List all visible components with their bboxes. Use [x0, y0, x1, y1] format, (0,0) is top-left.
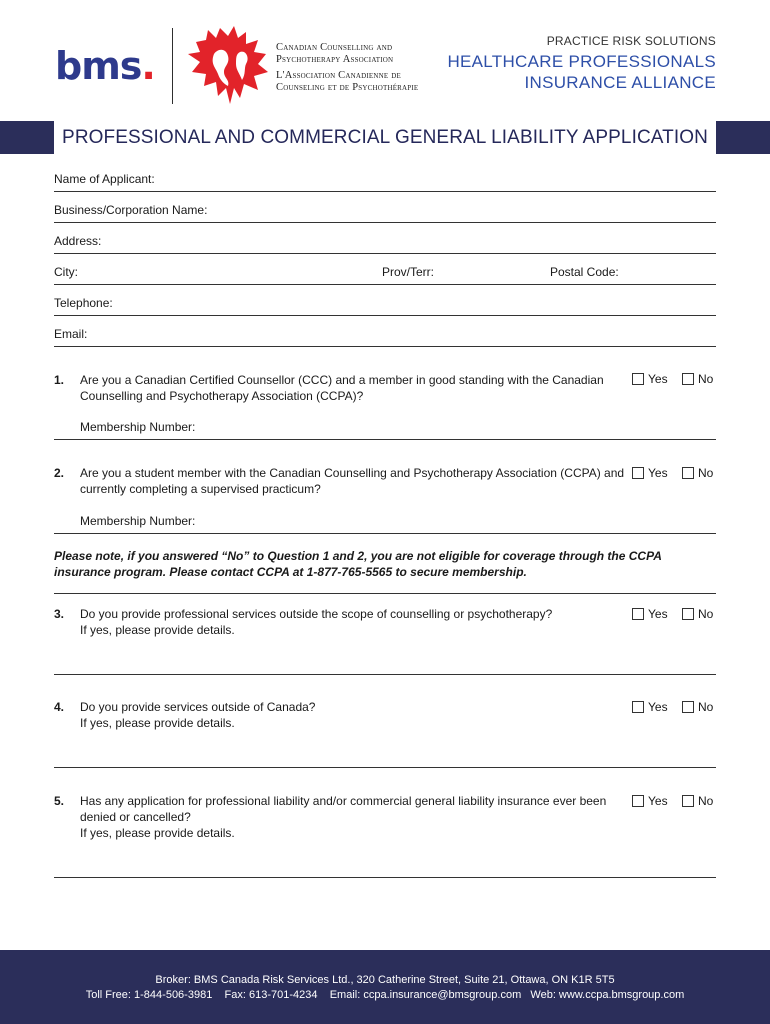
- question-3-details-line[interactable]: [54, 674, 716, 675]
- yes-label: Yes: [648, 466, 668, 480]
- checkbox-icon[interactable]: [682, 467, 694, 479]
- broker-address: Broker: BMS Canada Risk Services Ltd., 320 Catherine Street, Suite 21, Ottawa, ON K1R 5T5: [155, 974, 615, 986]
- alliance-line1: HEALTHCARE PROFESSIONALS: [447, 52, 716, 71]
- title-band: [0, 121, 770, 154]
- footer: [0, 950, 770, 1024]
- question-2-text: Are you a student member with the Canadian Counselling and Psychotherapy Association (CCPA) and currently completing a supervised practicum?: [80, 466, 625, 496]
- applicant-name-field[interactable]: [54, 172, 716, 192]
- question-4-text: Do you provide services outside of Canada?: [80, 700, 316, 714]
- question-3-no[interactable]: [682, 607, 713, 621]
- question-1-number: 1.: [54, 373, 65, 387]
- checkbox-icon[interactable]: [632, 467, 644, 479]
- ccpa-fr-line2: Counseling et de Psychothérapie: [276, 82, 419, 93]
- question-1-membership-line[interactable]: [54, 439, 716, 440]
- practice-risk-solutions: PRACTICE RISK SOLUTIONS: [546, 34, 716, 48]
- checkbox-icon[interactable]: [632, 373, 644, 385]
- business-name-label: Business/Corporation Name:: [54, 203, 208, 217]
- question-5-text: Has any application for professional liability and/or commercial general liability insurance ever been denied or cancelled?: [80, 794, 607, 824]
- no-label: No: [698, 466, 714, 480]
- question-3-number: 3.: [54, 607, 65, 621]
- address-label: Address:: [54, 234, 102, 248]
- city-label: City:: [54, 265, 78, 279]
- question-2-membership-line[interactable]: [54, 533, 716, 534]
- checkbox-icon[interactable]: [632, 795, 644, 807]
- checkbox-icon[interactable]: [682, 701, 694, 713]
- question-2-yes[interactable]: [632, 466, 668, 480]
- checkbox-icon[interactable]: [632, 608, 644, 620]
- ccpa-en-line2: Psychotherapy Association: [276, 54, 394, 65]
- ccpa-name: [276, 42, 418, 94]
- question-3-details: If yes, please provide details.: [80, 623, 235, 637]
- no-label: No: [698, 700, 714, 714]
- broker-contacts: Toll Free: 1-844-506-3981 Fax: 613-701-4234 Email: ccpa.insurance@bmsgroup.com Web: www.ccpa.bmsgroup.com: [85, 989, 685, 1001]
- address-field[interactable]: [54, 234, 716, 254]
- page-title: PROFESSIONAL AND COMMERCIAL GENERAL LIABILITY APPLICATION: [54, 121, 716, 154]
- question-5-no[interactable]: [682, 794, 713, 808]
- logo-divider: [172, 28, 173, 104]
- telephone-field[interactable]: [54, 296, 716, 316]
- question-4-details: If yes, please provide details.: [80, 716, 235, 730]
- yes-label: Yes: [648, 700, 668, 714]
- ccpa-en-line1: Canadian Counselling and: [276, 42, 393, 53]
- postal-code-label: Postal Code:: [550, 265, 619, 279]
- question-1-text: Are you a Canadian Certified Counsellor (CCC) and a member in good standing with the Canadian Counselling and Psychotherapy Association (CCPA)?: [80, 373, 604, 403]
- checkbox-icon[interactable]: [682, 795, 694, 807]
- ccpa-fr-line1: L'Association Canadienne de: [276, 70, 401, 81]
- yes-label: Yes: [648, 607, 668, 621]
- prov-label: Prov/Terr:: [382, 265, 435, 279]
- yes-label: Yes: [648, 372, 668, 386]
- checkbox-icon[interactable]: [682, 373, 694, 385]
- checkbox-icon[interactable]: [682, 608, 694, 620]
- question-5-number: 5.: [54, 794, 65, 808]
- no-label: No: [698, 372, 714, 386]
- no-label: No: [698, 794, 714, 808]
- alliance-line2: INSURANCE ALLIANCE: [524, 73, 716, 92]
- question-4-yes[interactable]: [632, 700, 668, 714]
- telephone-label: Telephone:: [54, 296, 113, 310]
- question-4-no[interactable]: [682, 700, 713, 714]
- email-label: Email:: [54, 327, 88, 341]
- applicant-name-label: Name of Applicant:: [54, 172, 155, 186]
- note-divider: [54, 593, 716, 594]
- question-5-details: If yes, please provide details.: [80, 826, 235, 840]
- question-2-number: 2.: [54, 466, 65, 480]
- business-name-field[interactable]: [54, 203, 716, 223]
- email-field[interactable]: [54, 327, 716, 347]
- question-1-yes[interactable]: [632, 372, 668, 386]
- maple-leaf-icon: [184, 24, 274, 106]
- eligibility-note: Please note, if you answered “No” to Question 1 and 2, you are not eligible for coverage through the CCPA insurance program. Please contact CCPA at 1-877-765-5565 to secure membership.: [54, 549, 662, 579]
- question-2-membership-label: Membership Number:: [80, 514, 196, 528]
- question-5-details-line[interactable]: [54, 877, 716, 878]
- yes-label: Yes: [648, 794, 668, 808]
- question-4-number: 4.: [54, 700, 65, 714]
- question-3-text: Do you provide professional services outside the scope of counselling or psychotherapy?: [80, 607, 553, 621]
- question-3-yes[interactable]: [632, 607, 668, 621]
- question-5-yes[interactable]: [632, 794, 668, 808]
- question-3-block: [80, 606, 620, 638]
- bms-logo-dot: .: [141, 44, 155, 88]
- question-4-block: [80, 699, 620, 731]
- question-1-membership-label: Membership Number:: [80, 420, 196, 434]
- city-row[interactable]: [54, 265, 716, 285]
- question-5-block: [80, 793, 615, 841]
- question-4-details-line[interactable]: [54, 767, 716, 768]
- checkbox-icon[interactable]: [632, 701, 644, 713]
- bms-logo-text: bms: [55, 44, 142, 88]
- no-label: No: [698, 607, 714, 621]
- question-1-no[interactable]: [682, 372, 713, 386]
- alliance-name: [447, 51, 716, 93]
- question-2-no[interactable]: [682, 466, 713, 480]
- bms-logo: [55, 44, 155, 88]
